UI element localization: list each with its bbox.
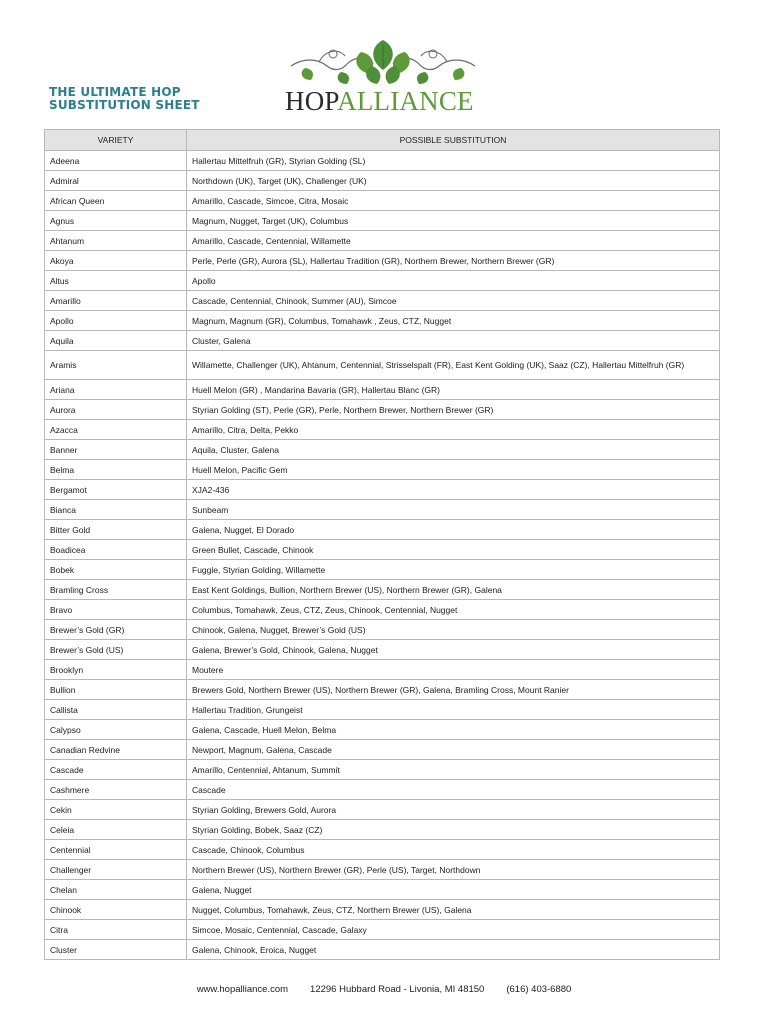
table-row: [45, 600, 720, 620]
footer-address: 12296 Hubbard Road - Livonia, MI 48150: [310, 984, 485, 995]
substitution-column-header: POSSIBLE SUBSTITUTION: [187, 130, 720, 151]
table-row: [45, 331, 720, 351]
table-row: [45, 780, 720, 800]
substitution-cell: Galena, Cascade, Huell Melon, Belma: [187, 720, 720, 740]
variety-cell: Aurora: [45, 400, 187, 420]
variety-cell: Aramis: [45, 351, 187, 380]
variety-cell: Challenger: [45, 860, 187, 880]
substitution-cell: Perle, Perle (GR), Aurora (SL), Hallertau Tradition (GR), Northern Brewer, Northern Brewer (GR): [187, 251, 720, 271]
variety-cell: Bitter Gold: [45, 520, 187, 540]
table-row: [45, 480, 720, 500]
substitution-cell: Huell Melon (GR) , Mandarina Bavaria (GR), Hallertau Blanc (GR): [187, 380, 720, 400]
table-row: [45, 740, 720, 760]
substitution-cell: Cascade, Centennial, Chinook, Summer (AU), Simcoe: [187, 291, 720, 311]
substitution-cell: Willamette, Challenger (UK), Ahtanum, Centennial, Strisselspalt (FR), East Kent Golding (UK), Saaz (CZ), Hallertau Mittelfruh (GR): [187, 351, 720, 380]
variety-cell: Azacca: [45, 420, 187, 440]
variety-cell: Cascade: [45, 760, 187, 780]
substitution-cell: Nugget, Columbus, Tomahawk, Zeus, CTZ, Northern Brewer (US), Galena: [187, 900, 720, 920]
substitution-cell: Apollo: [187, 271, 720, 291]
variety-cell: Akoya: [45, 251, 187, 271]
substitution-cell: XJA2-436: [187, 480, 720, 500]
table-row: [45, 171, 720, 191]
table-row: [45, 940, 720, 960]
sheet-title-line-2: SUBSTITUTION SHEET: [49, 98, 200, 112]
variety-cell: Celeia: [45, 820, 187, 840]
variety-cell: Callista: [45, 700, 187, 720]
table-body: [45, 151, 720, 960]
substitution-cell: Cluster, Galena: [187, 331, 720, 351]
table-row: [45, 860, 720, 880]
table-row: [45, 291, 720, 311]
variety-cell: Ahtanum: [45, 231, 187, 251]
substitution-cell: Hallertau Tradition, Grungeist: [187, 700, 720, 720]
logo-word-alliance: ALLIANCE: [337, 86, 474, 116]
substitution-cell: Amarillo, Cascade, Simcoe, Citra, Mosaic: [187, 191, 720, 211]
table-row: [45, 420, 720, 440]
substitution-cell: Columbus, Tomahawk, Zeus, CTZ, Zeus, Chinook, Centennial, Nugget: [187, 600, 720, 620]
substitution-cell: Galena, Nugget, El Dorado: [187, 520, 720, 540]
table-row: [45, 191, 720, 211]
substitution-cell: Fuggle, Styrian Golding, Willamette: [187, 560, 720, 580]
variety-cell: Ariana: [45, 380, 187, 400]
substitution-cell: Hallertau Mittelfruh (GR), Styrian Golding (SL): [187, 151, 720, 171]
substitution-cell: Styrian Golding, Bobek, Saaz (CZ): [187, 820, 720, 840]
table-row: [45, 800, 720, 820]
table-row: [45, 500, 720, 520]
substitution-cell: Cascade, Chinook, Columbus: [187, 840, 720, 860]
hop-vine-leaves-icon: [283, 36, 483, 90]
hop-alliance-logo: [283, 36, 483, 118]
variety-cell: Bianca: [45, 500, 187, 520]
variety-cell: Adeena: [45, 151, 187, 171]
variety-cell: Brewer’s Gold (US): [45, 640, 187, 660]
variety-cell: Citra: [45, 920, 187, 940]
table-row: [45, 351, 720, 380]
table-row: [45, 440, 720, 460]
substitution-cell: Moutere: [187, 660, 720, 680]
table-row: [45, 900, 720, 920]
table-row: [45, 700, 720, 720]
substitution-cell: Simcoe, Mosaic, Centennial, Cascade, Galaxy: [187, 920, 720, 940]
variety-cell: Cekin: [45, 800, 187, 820]
table-row: [45, 520, 720, 540]
variety-cell: Brewer’s Gold (GR): [45, 620, 187, 640]
hop-substitution-table: [44, 129, 720, 960]
variety-cell: Altus: [45, 271, 187, 291]
footer-phone: (616) 403-6880: [506, 984, 572, 995]
table-header-row: [45, 130, 720, 151]
table-row: [45, 151, 720, 171]
variety-cell: Bergamot: [45, 480, 187, 500]
variety-cell: Boadicea: [45, 540, 187, 560]
footer-contact: [0, 984, 768, 995]
substitution-cell: Aquila, Cluster, Galena: [187, 440, 720, 460]
variety-cell: Banner: [45, 440, 187, 460]
variety-cell: Cashmere: [45, 780, 187, 800]
variety-cell: Cluster: [45, 940, 187, 960]
substitution-cell: Galena, Brewer’s Gold, Chinook, Galena, Nugget: [187, 640, 720, 660]
substitution-cell: Galena, Chinook, Eroica, Nugget: [187, 940, 720, 960]
variety-cell: Apollo: [45, 311, 187, 331]
variety-cell: Centennial: [45, 840, 187, 860]
footer-website[interactable]: www.hopalliance.com: [196, 984, 289, 995]
substitution-cell: Newport, Magnum, Galena, Cascade: [187, 740, 720, 760]
table-row: [45, 580, 720, 600]
variety-cell: Admiral: [45, 171, 187, 191]
substitution-cell: Green Bullet, Cascade, Chinook: [187, 540, 720, 560]
table-row: [45, 231, 720, 251]
substitution-cell: Northdown (UK), Target (UK), Challenger (UK): [187, 171, 720, 191]
table-row: [45, 720, 720, 740]
table-row: [45, 880, 720, 900]
table-row: [45, 540, 720, 560]
substitution-cell: Magnum, Nugget, Target (UK), Columbus: [187, 211, 720, 231]
variety-cell: Amarillo: [45, 291, 187, 311]
variety-cell: Brooklyn: [45, 660, 187, 680]
table-row: [45, 660, 720, 680]
logo-word-hop: HOP: [285, 86, 338, 116]
variety-cell: Calypso: [45, 720, 187, 740]
table-row: [45, 680, 720, 700]
variety-cell: Bobek: [45, 560, 187, 580]
table-row: [45, 920, 720, 940]
table-row: [45, 560, 720, 580]
table-row: [45, 271, 720, 291]
variety-cell: Aquila: [45, 331, 187, 351]
variety-cell: Bullion: [45, 680, 187, 700]
variety-cell: Canadian Redvine: [45, 740, 187, 760]
substitution-cell: Sunbeam: [187, 500, 720, 520]
substitution-cell: Styrian Golding (ST), Perle (GR), Perle, Northern Brewer, Northern Brewer (GR): [187, 400, 720, 420]
variety-cell: Bravo: [45, 600, 187, 620]
substitution-cell: Styrian Golding, Brewers Gold, Aurora: [187, 800, 720, 820]
substitution-cell: Amarillo, Centennial, Ahtanum, Summit: [187, 760, 720, 780]
logo-wordmark: [285, 86, 474, 116]
sheet-title-line-1: THE ULTIMATE HOP: [49, 85, 181, 99]
substitution-cell: Amarillo, Citra, Delta, Pekko: [187, 420, 720, 440]
variety-cell: Chelan: [45, 880, 187, 900]
table-row: [45, 251, 720, 271]
variety-cell: Chinook: [45, 900, 187, 920]
table-row: [45, 820, 720, 840]
substitution-cell: Brewers Gold, Northern Brewer (US), Northern Brewer (GR), Galena, Bramling Cross, Mount Ranier: [187, 680, 720, 700]
table-row: [45, 620, 720, 640]
variety-cell: Agnus: [45, 211, 187, 231]
substitution-cell: Huell Melon, Pacific Gem: [187, 460, 720, 480]
variety-cell: African Queen: [45, 191, 187, 211]
substitution-cell: Magnum, Magnum (GR), Columbus, Tomahawk , Zeus, CTZ, Nugget: [187, 311, 720, 331]
table-row: [45, 211, 720, 231]
table-row: [45, 380, 720, 400]
substitution-cell: Amarillo, Cascade, Centennial, Willamette: [187, 231, 720, 251]
variety-cell: Belma: [45, 460, 187, 480]
substitution-cell: East Kent Goldings, Bullion, Northern Brewer (US), Northern Brewer (GR), Galena: [187, 580, 720, 600]
table-row: [45, 840, 720, 860]
table-row: [45, 640, 720, 660]
substitution-cell: Cascade: [187, 780, 720, 800]
substitution-cell: Northern Brewer (US), Northern Brewer (GR), Perle (US), Target, Northdown: [187, 860, 720, 880]
variety-column-header: VARIETY: [45, 130, 187, 151]
variety-cell: Bramling Cross: [45, 580, 187, 600]
sheet-title: [49, 86, 200, 112]
table-row: [45, 311, 720, 331]
substitution-cell: Chinook, Galena, Nugget, Brewer’s Gold (US): [187, 620, 720, 640]
table-row: [45, 760, 720, 780]
table-row: [45, 460, 720, 480]
table-row: [45, 400, 720, 420]
substitution-cell: Galena, Nugget: [187, 880, 720, 900]
